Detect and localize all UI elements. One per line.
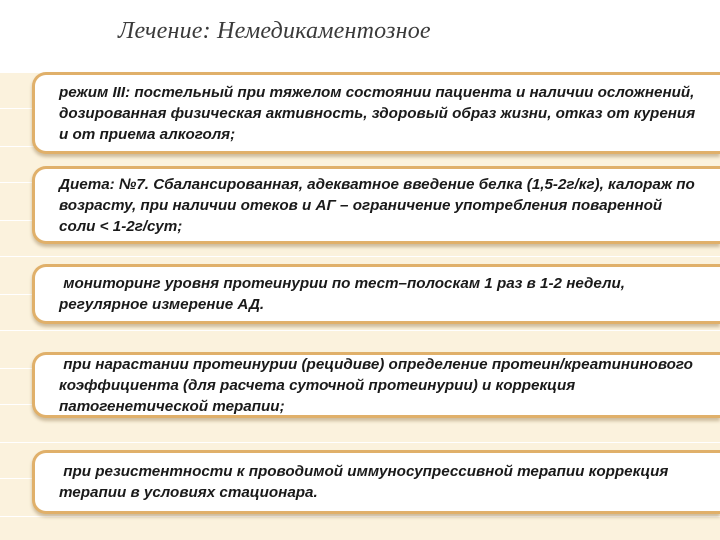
box-text: при резистентности к проводимой иммуносупрессивной терапии коррекция терапии в условиях стационара. — [59, 463, 673, 501]
box-text: Диета: №7. Сбалансированная, адекватное введение белка (1,5-2г/кг), калораж по возрасту, при наличии отеков и АГ – ограничение употребления поваренной соли < 1-2г/сут; — [59, 175, 700, 235]
box-text: мониторинг уровня протеинурии по тест–полоскам 1 раз в 1-2 недели, регулярное измерение АД. — [59, 275, 630, 313]
text-box-regimen — [32, 72, 720, 154]
box-text: при нарастании протеинурии (рецидиве) определение протеин/креатининового коэффициента (для расчета суточной протеинурии) и коррекция патогенетической терапии; — [59, 355, 698, 415]
slide-title: Лечение: Немедикаментозное — [118, 18, 431, 44]
stripe — [0, 516, 720, 540]
text-box-relapse — [32, 352, 720, 418]
text-box-diet — [32, 166, 720, 244]
box-text: режим III: постельный при тяжелом состоянии пациента и наличии осложнений, дозированная физическая активность, здоровый образ жизни, отказ от курения и от приема алкоголя; — [59, 83, 700, 143]
text-box-resistance — [32, 450, 720, 514]
text-box-monitoring — [32, 264, 720, 324]
